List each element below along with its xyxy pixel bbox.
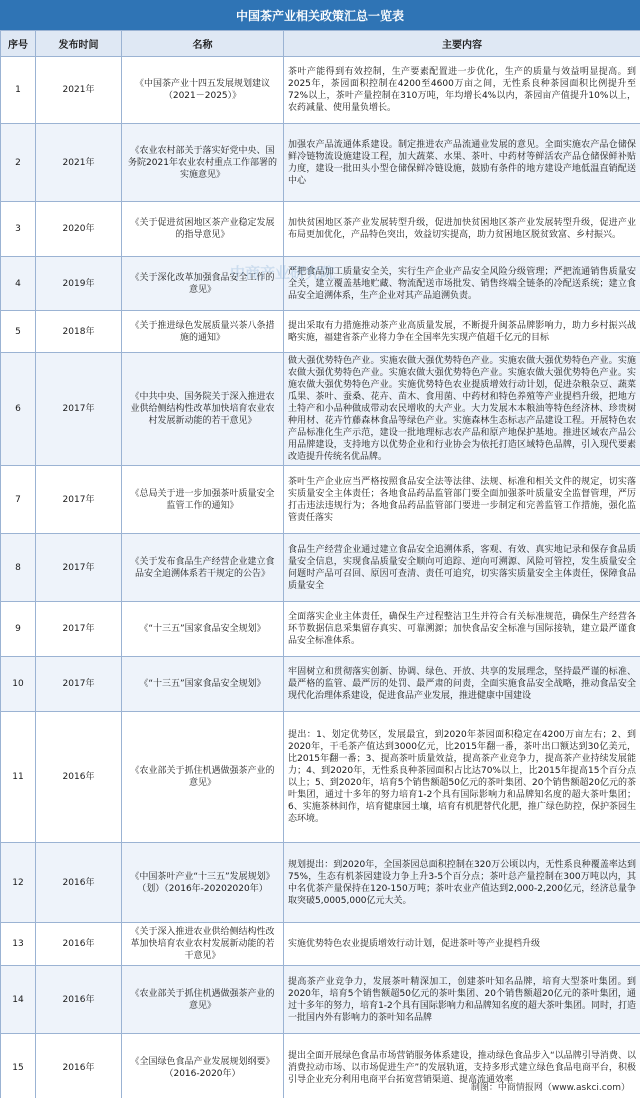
table-row xyxy=(1,843,640,923)
policy-table xyxy=(0,30,640,1098)
row-year: 2019年 xyxy=(36,257,122,311)
row-year: 2018年 xyxy=(36,311,122,353)
row-content: 提出采取有力措施推动茶产业高质量发展，不断提升闽茶品牌影响力，助力乡村振兴战略实施，福建省茶产业将力争在全国率先实现产值超千亿元的目标 xyxy=(284,311,640,353)
row-name: 《关于发布食品生产经营企业建立食品安全追溯体系若干规定的公告》 xyxy=(122,534,284,602)
row-content: 规划提出：到2020年，全国茶园总面积控制在320万公顷以内，无性系良种覆盖率达到75%，生态有机茶园建设力争上升3-5个百分点；茶叶总产量控制在300万吨以内，其中名优茶产量保持在120-150万吨；茶叶农业产值达到2,000-2,200亿元，经济总量争取突破5,0005,000亿元大关。 xyxy=(284,843,640,923)
table-row xyxy=(1,534,640,602)
row-year: 2021年 xyxy=(36,124,122,202)
row-num: 8 xyxy=(1,534,36,602)
row-year: 2016年 xyxy=(36,966,122,1034)
row-name: 《“十三五”国家食品安全规划》 xyxy=(122,657,284,712)
row-content: 牢固树立和贯彻落实创新、协调、绿色、开放、共享的发展理念，坚持最严谨的标准、最严格的监管、最严厉的处罚、最严肃的问责，全面实施食品安全战略，推动食品安全现代化治理体系建设，促进食品产业发展，推进健康中国建设 xyxy=(284,657,640,712)
row-content: 加快贫困地区茶产业发展转型升级，促进加快贫困地区茶产业发展转型升级，促进产业布局更加优化，产品特色突出，效益切实提高，助力贫困地区脱贫致富、乡村振兴。 xyxy=(284,202,640,257)
row-year: 2017年 xyxy=(36,353,122,466)
table-body xyxy=(1,57,640,1098)
row-content: 加强农产品流通体系建设。制定推进农产品流通业发展的意见。全面实施农产品仓储保鲜冷链物流设施建设工程，加大蔬菜、水果、茶叶、中药材等鲜活农产品仓储保鲜补贴力度，建设一批田头小型仓储保鲜冷链设施，鼓励有条件的地方建设产地低温直销配送中心 xyxy=(284,124,640,202)
row-name: 《关于推进绿色发展质量兴茶八条措施的通知》 xyxy=(122,311,284,353)
row-name: 《关于深入推进农业供给侧结构性改革加快培育农业农村发展新动能的若干意见》 xyxy=(122,923,284,966)
row-num: 7 xyxy=(1,466,36,534)
table-row xyxy=(1,602,640,657)
row-year: 2016年 xyxy=(36,712,122,843)
row-name: 《中共中央、国务院关于深入推进农业供给侧结构性改革加快培育农业农村发展新动能的若干意见》 xyxy=(122,353,284,466)
row-year: 2017年 xyxy=(36,534,122,602)
header-name: 名称 xyxy=(122,31,284,57)
row-content: 提出全面开展绿色食品市场营销服务体系建设，推动绿色食品步入“以品牌引导消费、以消费拉动市场、以市场促进生产”的发展轨道，支持多形式建立绿色食品电商平台，积极引导企业充分利用电商平台拓宽营销渠道、提高流通效率 xyxy=(284,1034,640,1098)
table-title: 中国茶产业相关政策汇总一览表 xyxy=(0,0,640,30)
row-num: 5 xyxy=(1,311,36,353)
row-name: 《“十三五”国家食品安全规划》 xyxy=(122,602,284,657)
table-row xyxy=(1,202,640,257)
footer-credit: 制图：中商情报网（www.askci.com） xyxy=(470,1083,630,1093)
row-name: 《全国绿色食品产业发展规划纲要》（2016-2020年） xyxy=(122,1034,284,1098)
row-num: 4 xyxy=(1,257,36,311)
row-content: 茶叶产能得到有效控制，生产要素配置进一步优化，生产的质量与效益明显提高。到2025年，茶园面积控制在4200至4600万亩之间，无性系良种茶园面积比例提升至72%以上，茶叶产量控制在310万吨，年均增长4%以内，茶园亩产值提升10%以上，农药减量、使用量负增长。 xyxy=(284,57,640,124)
row-name: 《关于促进贫困地区茶产业稳定发展的指导意见》 xyxy=(122,202,284,257)
header-content: 主要内容 xyxy=(284,31,640,57)
row-content: 食品生产经营企业通过建立食品安全追溯体系，客观、有效、真实地记录和保存食品质量安全信息，实现食品质量安全顺向可追踪、逆向可溯源、风险可管控，发生质量安全问题时产品可召回、原因可查清、责任可追究，切实落实质量安全主体责任，保障食品质量安全 xyxy=(284,534,640,602)
header-row xyxy=(1,31,640,57)
row-year: 2016年 xyxy=(36,923,122,966)
row-year: 2016年 xyxy=(36,843,122,923)
row-content: 全面落实企业主体责任，确保生产过程整洁卫生并符合有关标准规范，确保生产经营各环节数据信息采集留存真实、可靠溯源；加快食品安全标准与国际接轨，建立最严谨食品安全标准体系。 xyxy=(284,602,640,657)
table-row xyxy=(1,966,640,1034)
row-num: 2 xyxy=(1,124,36,202)
row-content: 提出：1、划定优势区，发展最宜，到2020年茶园面积稳定在4200万亩左右；2、到2020年，干毛茶产值达到3000亿元，比2015年翻一番，茶叶出口额达到30亿美元，比2015年翻一番；3、提高茶叶质量效益，提高茶产业竞争力，提高茶产业持续发展能力；4、到2020年，无性系良种茶园面积占比达70%以上，比2015年提高15个百分点以上；5、到2020年，培育5个销售额超50亿元的茶叶集团、20个销售额超20亿元的茶叶集团，通过十多年的努力培育1-2个具有国际影响力和品牌知名度的超大茶叶集团；6、实施茶林间作，培育健康园土壤，培育有机肥替代化肥，推广绿色防控，保护茶园生态环境。 xyxy=(284,712,640,843)
row-name: 《农业农村部关于落实好党中央、国务院2021年农业农村重点工作部署的实施意见》 xyxy=(122,124,284,202)
table-row xyxy=(1,466,640,534)
row-name: 《农业部关于抓住机遇做强茶产业的意见》 xyxy=(122,712,284,843)
row-num: 14 xyxy=(1,966,36,1034)
row-name: 《农业部关于抓住机遇做强茶产业的意见》 xyxy=(122,966,284,1034)
row-num: 10 xyxy=(1,657,36,712)
row-year: 2020年 xyxy=(36,202,122,257)
row-year: 2017年 xyxy=(36,657,122,712)
row-num: 13 xyxy=(1,923,36,966)
header-num: 序号 xyxy=(1,31,36,57)
row-num: 9 xyxy=(1,602,36,657)
table-row xyxy=(1,712,640,843)
row-content: 茶叶生产企业应当严格按照食品安全法等法律、法规、标准和相关文件的规定，切实落实质量安全主体责任；各地食品药品监管部门要全面加强茶叶质量安全监督管理，严厉打击违法违规行为；各地食品药品监管部门要进一步制定和完善监管工作措施，强化监管责任落实 xyxy=(284,466,640,534)
table-row xyxy=(1,657,640,712)
row-num: 15 xyxy=(1,1034,36,1098)
row-num: 11 xyxy=(1,712,36,843)
row-content: 做大强优势特色产业。实施农做大强优势特色产业。实施农做大强优势特色产业。实施农做大强优势特色产业。实施农做大强优势特色产业。实施农做大强优势特色产业。实施农做大强优势特色产业。实施优势特色农业提质增效行动计划，促进杂粮杂豆、蔬菜瓜果、茶叶、蚕桑、花卉、苗木、食用菌、中药材和特色养殖等产业提档升级，把地方土特产和小品种做成带动农民增收的大产业。大力发展木本粮油等特色经济林、珍贵树种用材、花卉竹藤森林食品等绿色产业。实施森林生态标志产品建设工程。开展特色农产品标准化生产示范，建设一批地理标志农产品和原产地保护基地。推进区域农产品公用品牌建设，支持地方以优势企业和行业协会为依托打造区域特色品牌，引入现代要素改造提升传统名优品牌。 xyxy=(284,353,640,466)
row-num: 12 xyxy=(1,843,36,923)
row-num: 6 xyxy=(1,353,36,466)
table-row xyxy=(1,353,640,466)
row-content: 实施优势特色农业提质增效行动计划，促进茶叶等产业提档升级 xyxy=(284,923,640,966)
table-row xyxy=(1,57,640,124)
row-year: 2021年 xyxy=(36,57,122,124)
row-year: 2017年 xyxy=(36,602,122,657)
row-content: 提高茶产业竞争力，发展茶叶精深加工，创建茶叶知名品牌，培育大型茶叶集团。到2020年，培育5个销售额超50亿元的茶叶集团、20个销售额超20亿元的茶叶集团，通过十多年的努力，培育1-2个具有国际影响力和品牌知名度的超大茶叶集团。同时，打造一批国内外有影响力的茶叶知名品牌 xyxy=(284,966,640,1034)
row-num: 3 xyxy=(1,202,36,257)
table-row xyxy=(1,257,640,311)
row-name: 《中国茶叶产业“十三五”发展规划》（划）（2016年-20202020年） xyxy=(122,843,284,923)
row-name: 《中国茶产业十四五发展规划建议（2021－2025）》 xyxy=(122,57,284,124)
row-year: 2016年 xyxy=(36,1034,122,1098)
table-row xyxy=(1,923,640,966)
row-name: 《总局关于进一步加强茶叶质量安全监管工作的通知》 xyxy=(122,466,284,534)
row-content: 严把食品加工质量安全关，实行生产企业产品安全风险分级管理；严把流通销售质量安全关，建立覆盖基地贮藏、物流配送市场批发、销售终端全链条的冷配送系统；建立食品安全追溯体系，生产企业对其产品追溯负责。 xyxy=(284,257,640,311)
row-year: 2017年 xyxy=(36,466,122,534)
header-date: 发布时间 xyxy=(36,31,122,57)
table-row xyxy=(1,124,640,202)
table-row xyxy=(1,311,640,353)
row-name: 《关于深化改革加强食品安全工作的意见》 xyxy=(122,257,284,311)
row-num: 1 xyxy=(1,57,36,124)
